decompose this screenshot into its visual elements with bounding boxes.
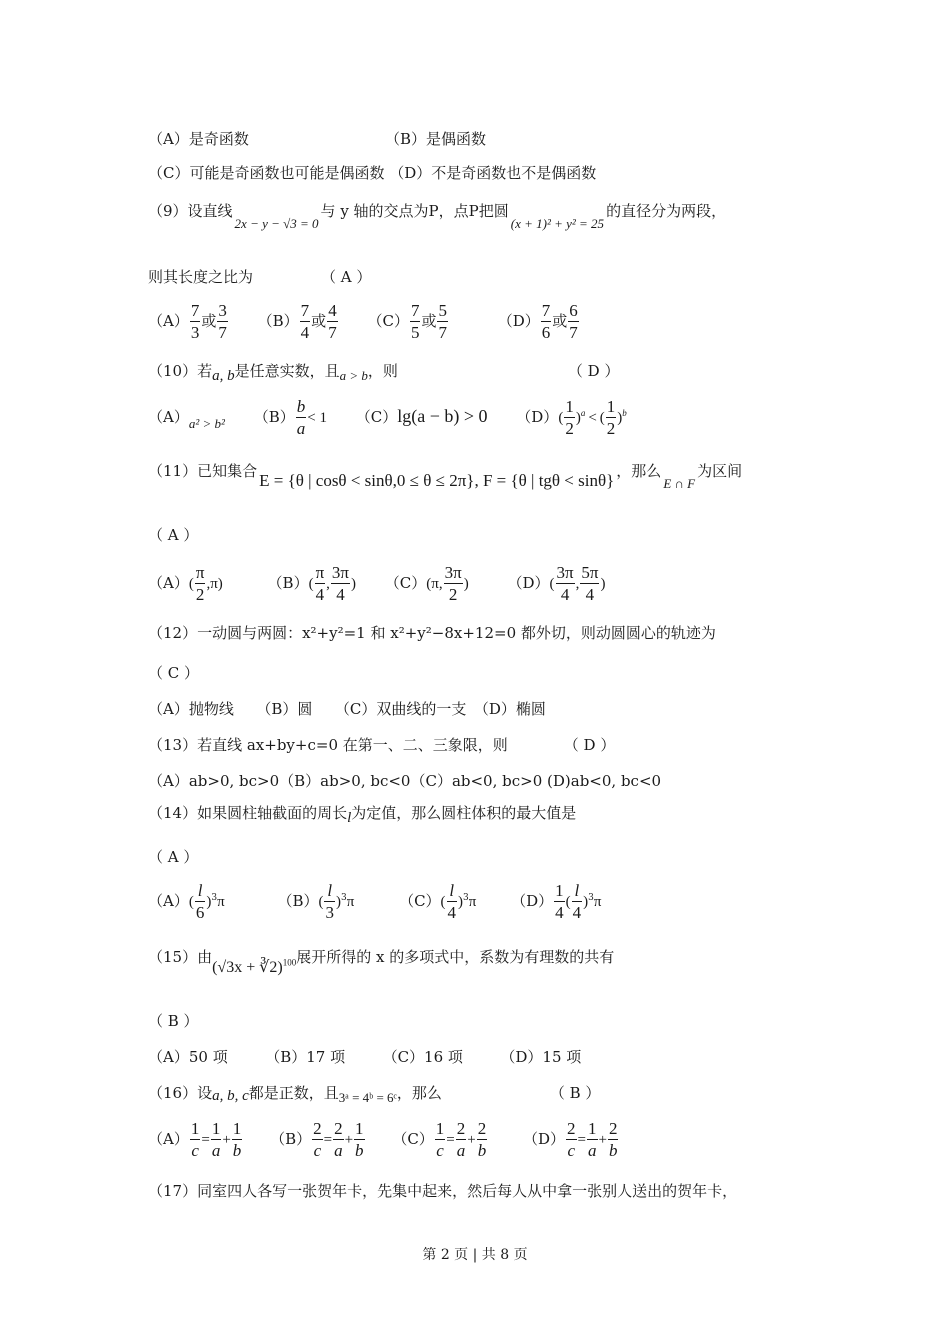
q13-answer: （ D ） [563, 736, 616, 754]
q14-answer: （ A ） [148, 848, 199, 866]
q15-stem: （15）由(√3x + ∛2)$^{100}$展开所得的 x 的多项式中，系数为有理数的共有 [148, 948, 615, 976]
q9-stem [148, 200, 727, 231]
q15-expression: (√3x + ∛2)$^{100}$ [212, 957, 297, 976]
q9-option-c: （C） $\frac{7}{5}$ 或 $\frac{5}{7}$ [367, 301, 447, 342]
q16-options [148, 1120, 619, 1159]
q9-stem-2 [148, 266, 371, 287]
q11-intersection: E ∩ F [663, 476, 696, 491]
q11-option-b: （B）( $\frac{\pi}{4}$ , $\frac{3\pi}{4}$ ) [267, 563, 357, 604]
q16-equation: 3ᵃ = 4ᵇ = 6ᶜ [338, 1090, 397, 1105]
q11-options [148, 564, 605, 603]
q10-option-b: （B） $\frac{b}{a}$ < 1 [253, 397, 327, 438]
q10-option-c: （C）lg(a − b) > 0 [355, 405, 488, 426]
q14-stem: （14）如果圆柱轴截面的周长l为定值，那么圆柱体积的最大值是 [148, 804, 577, 826]
q9-text-4: 则其长度之比为 [148, 268, 254, 286]
q13-stem: （13）若直线 ax+by+c=0 在第一、二、三象限，则 （ D ） [148, 736, 616, 754]
q9-option-d: （D） $\frac{7}{6}$ 或 $\frac{6}{7}$ [497, 301, 578, 342]
q11-option-a: （A）( $\frac{\pi}{2}$ ,π) [148, 563, 223, 604]
q16-stem: （16）设a, b, c都是正数，且3ᵃ = 4ᵇ = 6ᶜ，那么 （ B ） [148, 1084, 601, 1105]
q15-answer: （ B ） [148, 1012, 199, 1030]
q9-circle-equation: (x + 1)² + y² = 25 [510, 216, 605, 231]
q16-option-d: （D） $\frac{2}{c}$ = $\frac{1}{a}$ + $\frac{2}{b}$ [523, 1119, 618, 1160]
q9-option-b: （B） $\frac{7}{4}$ 或 $\frac{4}{7}$ [257, 301, 337, 342]
q16-option-b: （B） $\frac{2}{c}$ = $\frac{2}{a}$ + $\frac{1}{b}$ [270, 1119, 364, 1160]
q9-line-equation: 2x − y − √3 = 0 [234, 216, 319, 231]
q9-text-2: 与 y 轴的交点为P，点P把圆 [320, 202, 509, 220]
q16-option-c: （C） $\frac{1}{c}$ = $\frac{2}{a}$ + $\frac{2}{b}$ [392, 1119, 487, 1160]
page-footer: 第 2 页 | 共 8 页 [422, 1247, 528, 1263]
q9-options [148, 302, 580, 341]
q9-text-3: 的直径分为两段， [606, 202, 727, 220]
q12-stem: （12）一动圆与两圆：x²+y²=1 和 x²+y²−8x+12=0 都外切，则动圆圆心的轨迹为 [148, 624, 716, 642]
q8-option-a: （A）是奇函数 [148, 130, 249, 148]
q10-answer: （ D ） [567, 362, 620, 380]
q13-options: （A）ab>0, bc>0（B）ab>0, bc<0（C）ab<0, bc>0 (D)ab<0, bc<0 [148, 772, 662, 790]
q9-text-1: （9）设直线 [148, 202, 233, 220]
q8-option-b: （B）是偶函数 [385, 130, 487, 148]
q16-vars: a, b, c [212, 1088, 249, 1104]
q14-var-l: l [347, 810, 352, 826]
q14-options [148, 882, 601, 921]
q16-answer: （ B ） [549, 1084, 601, 1102]
q11-stem: （11）已知集合 E = {θ | cosθ < sinθ,0 ≤ θ ≤ 2π}, F = {θ | tgθ < sinθ} ，那么E ∩ F为区间 [148, 462, 743, 491]
q10-vars: a, b [212, 368, 235, 384]
q11-sets: E = {θ | cosθ < sinθ,0 ≤ θ ≤ 2π}, F = {θ | tgθ < sinθ} [259, 471, 615, 490]
q8-option-c: （C）可能是奇函数也可能是偶函数 [148, 164, 385, 182]
q15-options: （A）50 项 （B）17 项 （C）16 项 （D）15 项 [148, 1048, 582, 1066]
q12-options: （A）抛物线 （B）圆 （C）双曲线的一支 （D）椭圆 [148, 700, 546, 718]
q8-option-d: （D）不是奇函数也不是偶函数 [389, 164, 597, 182]
q10-option-d: （D）( $\frac{1}{2}$ )$^a$ < ( $\frac{1}{2}$ )$^b$ [516, 397, 627, 438]
q11-option-d: （D）( $\frac{3\pi}{4}$ , $\frac{5\pi}{4}$ ) [507, 563, 606, 604]
q14-option-a: （A）( $\frac{l}{6}$ )$^3$π [148, 881, 225, 922]
q12-answer: （ C ） [148, 664, 200, 682]
q17-stem: （17）同室四人各写一张贺年卡，先集中起来，然后每人从中拿一张别人送出的贺年卡， [148, 1182, 738, 1200]
q14-option-d: （D） $\frac{1}{4}$ ( $\frac{l}{4}$ )$^3$π [511, 881, 602, 922]
q11-option-c: （C）(π, $\frac{3\pi}{2}$ ) [384, 563, 469, 604]
q8-option-cd [148, 162, 596, 183]
q11-answer: （ A ） [148, 526, 199, 544]
q10-condition: a > b [339, 368, 368, 383]
q10-option-a: （A）a² > b² [148, 407, 225, 431]
q10-stem: （10）若a, b是任意实数，且a > b，则 （ D ） [148, 362, 620, 384]
q14-option-c: （C）( $\frac{l}{4}$ )$^3$π [399, 881, 477, 922]
q9-answer: （ A ） [321, 268, 372, 286]
q9-option-a: （A） $\frac{7}{3}$ 或 $\frac{3}{7}$ [148, 301, 227, 342]
q10-options [148, 398, 627, 437]
q16-option-a: （A） $\frac{1}{c}$ = $\frac{1}{a}$ + $\frac{1}{b}$ [148, 1119, 242, 1160]
q14-option-b: （B）( $\frac{l}{3}$ )$^3$π [277, 881, 355, 922]
